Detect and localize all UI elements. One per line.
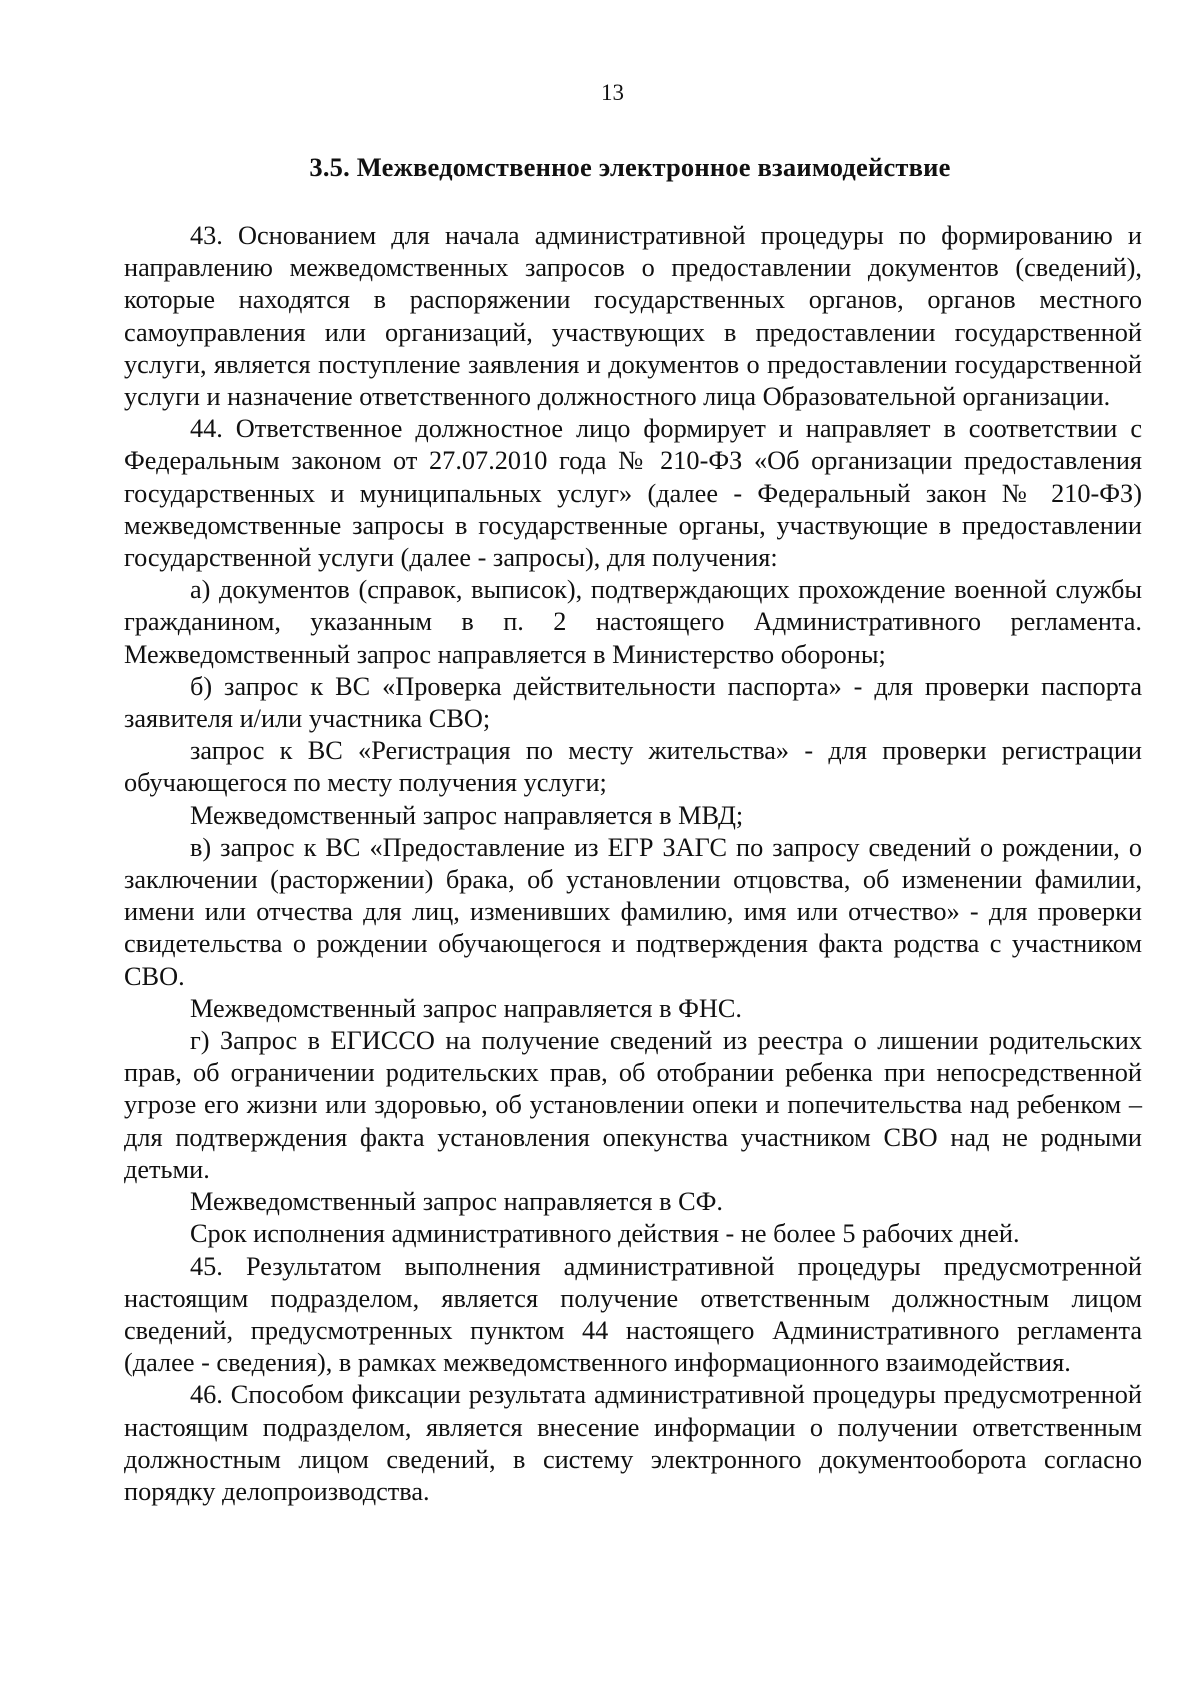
paragraph-44-item-g: г) Запрос в ЕГИССО на получение сведений из реестра о лишении родительских прав, об ограничении родительских прав, об отобрании ребенка при непосредственной угрозе его жизни или здоровью, об установлении опеки и попечительства над ребенком – для подтверждения факта установления опекунства участником СВО над не родными детьми.: [124, 1026, 1142, 1184]
paragraph-44-item-v: в) запрос к ВС «Предоставление из ЕГР ЗАГС по запросу сведений о рождении, о заключении (расторжении) брака, об установлении отцовства, об изменении фамилии, имени или отчества для лиц, изменивших фамилию, имя или отчество» - для проверки свидетельства о рождении обучающегося и подтверждения факта родства с участником СВО.: [124, 832, 1142, 991]
paragraph-44-item-v-recipient: Межведомственный запрос направляется в ФНС.: [190, 993, 742, 1023]
document-body: [124, 220, 1142, 1508]
paragraph-45: 45. Результатом выполнения административной процедуры предусмотренной настоящим подразделом, является получение ответственным должностным лицом сведений, предусмотренных пунктом 44 настоящего Административного регламента (далее - сведения), в рамках межведомственного информационного взаимодействия.: [124, 1251, 1142, 1378]
paragraph-43: 43. Основанием для начала административной процедуры по формированию и направлению межведомственных запросов о предоставлении документов (сведений), которые находятся в распоряжении государственных органов, органов местного самоуправления или организаций, участвующих в предоставлении государственной услуги, является поступление заявления и документов о предоставлении государственной услуги и назначение ответственного должностного лица Образовательной организации.: [124, 221, 1142, 412]
page-number: 13: [601, 80, 624, 105]
paragraph-44-item-b: б) запрос к ВС «Проверка действительности паспорта» - для проверки паспорта заявителя и/или участника СВО;: [124, 671, 1142, 734]
paragraph-44-deadline: Срок исполнения административного действия - не более 5 рабочих дней.: [190, 1219, 1020, 1249]
section-title: 3.5. Межведомственное электронное взаимодействие: [309, 152, 951, 182]
paragraph-44-item-g-recipient: Межведомственный запрос направляется в СФ.: [190, 1187, 723, 1217]
paragraph-46: 46. Способом фиксации результата административной процедуры предусмотренной настоящим подразделом, является внесение информации о получении ответственным должностным лицом сведений, в систему электронного документооборота согласно порядку делопроизводства.: [124, 1380, 1142, 1506]
paragraph-44-item-a: а) документов (справок, выписок), подтверждающих прохождение военной службы гражданином, указанным в п. 2 настоящего Административного регламента. Межведомственный запрос направляется в Министерство обороны;: [124, 575, 1142, 669]
paragraph-44-item-b-recipient: Межведомственный запрос направляется в МВД;: [190, 800, 744, 830]
paragraph-44: 44. Ответственное должностное лицо формирует и направляет в соответствии с Федеральным законом от 27.07.2010 года № 210-ФЗ «Об организации предоставления государственных и муниципальных услуг» (далее - Федеральный закон № 210-ФЗ) межведомственные запросы в государственные органы, участвующие в предоставлении государственной услуги (далее - запросы), для получения:: [124, 414, 1142, 573]
paragraph-44-item-b-registration: запрос к ВС «Регистрация по месту жительства» - для проверки регистрации обучающегося по месту получения услуги;: [124, 736, 1142, 798]
